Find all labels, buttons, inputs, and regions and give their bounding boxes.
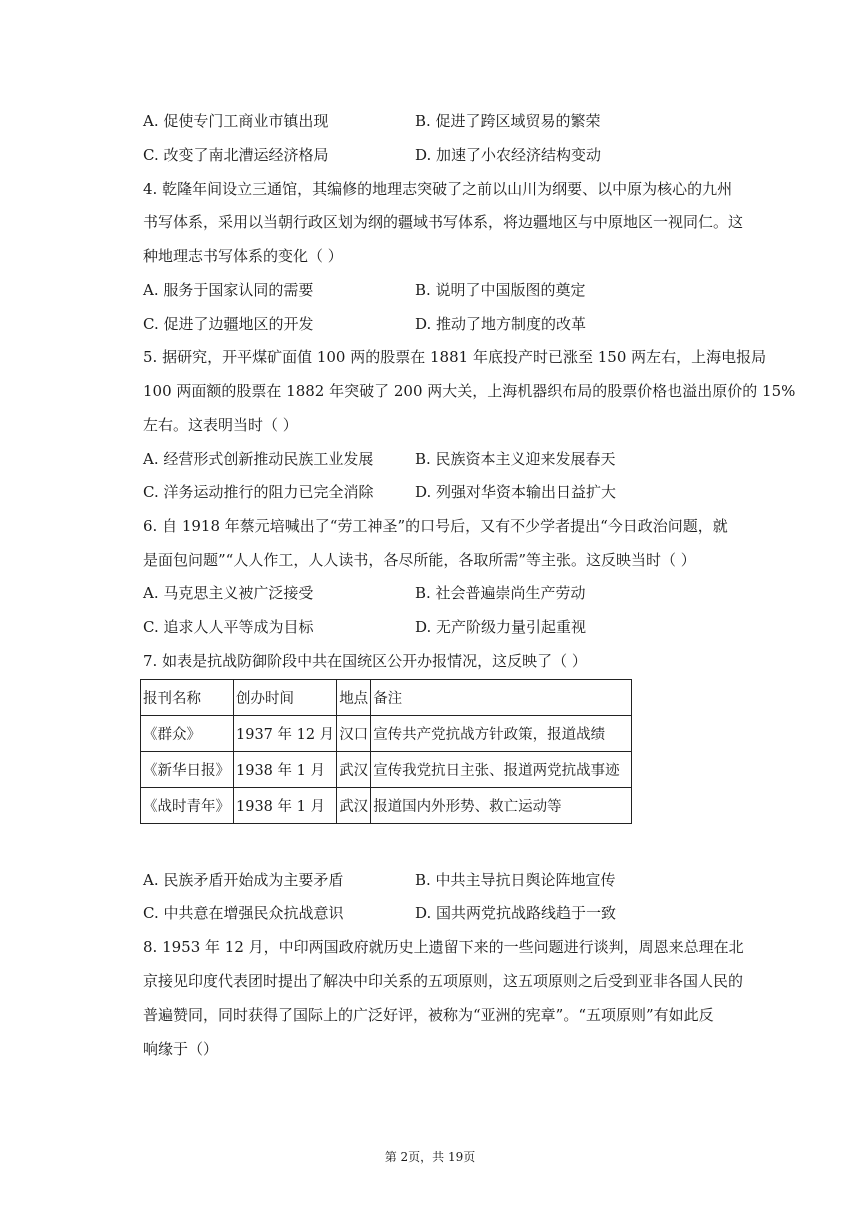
q6-stem-line: 6. 自 1918 年蔡元培喊出了“劳工神圣”的口号后，又有不少学者提出“今日政治问题，就 xyxy=(143,517,728,535)
q6-option-c: C. 追求人人平等成为目标 xyxy=(143,618,314,636)
table-header-row xyxy=(141,680,632,716)
q7-option-a: A. 民族矛盾开始成为主要矛盾 xyxy=(143,871,344,889)
table-cell: 宣传我党抗日主张、报道两党抗战事迹 xyxy=(371,752,632,788)
table-header-cell: 报刊名称 xyxy=(141,680,234,716)
table-cell: 汉口 xyxy=(337,716,371,752)
q5-option-b: B. 民族资本主义迎来发展春天 xyxy=(415,450,616,468)
q5-option-c: C. 洋务运动推行的阻力已完全消除 xyxy=(143,483,374,501)
q5-option-d: D. 列强对华资本输出日益扩大 xyxy=(415,483,617,501)
q6-option-b: B. 社会普遍崇尚生产劳动 xyxy=(415,584,586,602)
q5-stem-line: 5. 据研究，开平煤矿面值 100 两的股票在 1881 年底投产时已涨至 150 两左右，上海电报局 xyxy=(143,348,767,366)
table-row xyxy=(141,716,632,752)
q8-stem-line: 京接见印度代表团时提出了解决中印关系的五项原则，这五项原则之后受到亚非各国人民的 xyxy=(143,972,744,990)
table-cell: 报道国内外形势、救亡运动等 xyxy=(371,788,632,824)
table-cell: 《新华日报》 xyxy=(141,752,234,788)
table-cell: 武汉 xyxy=(337,752,371,788)
table-cell: 1938 年 1 月 xyxy=(234,788,337,824)
table-cell: 1937 年 12 月 xyxy=(234,716,337,752)
q3-option-d: D. 加速了小农经济结构变动 xyxy=(415,146,602,164)
q7-option-b: B. 中共主导抗日舆论阵地宣传 xyxy=(415,871,616,889)
q4-option-d: D. 推动了地方制度的改革 xyxy=(415,315,587,333)
q4-option-a: A. 服务于国家认同的需要 xyxy=(143,281,314,299)
q4-stem-line: 种地理志书写体系的变化（ ） xyxy=(143,247,343,265)
table-header-cell: 备注 xyxy=(371,680,632,716)
q8-stem-line: 响缘于（） xyxy=(143,1040,219,1058)
q3-option-b: B. 促进了跨区域贸易的繁荣 xyxy=(415,112,601,130)
q7-stem: 7. 如表是抗战防御阶段中共在国统区公开办报情况，这反映了（ ） xyxy=(143,652,587,670)
q4-option-b: B. 说明了中国版图的奠定 xyxy=(415,281,586,299)
q3-option-a: A. 促使专门工商业市镇出现 xyxy=(143,112,329,130)
q7-option-c: C. 中共意在增强民众抗战意识 xyxy=(143,904,344,922)
table-header-cell: 地点 xyxy=(337,680,371,716)
q4-stem-line: 书写体系，采用以当朝行政区划为纲的疆域书写体系，将边疆地区与中原地区一视同仁。这 xyxy=(143,213,744,231)
page-footer: 第 2页，共 19页 xyxy=(384,1150,476,1164)
table-cell: 《战时青年》 xyxy=(141,788,234,824)
newspaper-table xyxy=(140,679,632,824)
table-row xyxy=(141,788,632,824)
q7-option-d: D. 国共两党抗战路线趋于一致 xyxy=(415,904,617,922)
table-header-cell: 创办时间 xyxy=(234,680,337,716)
table-cell: 宣传共产党抗战方针政策，报道战绩 xyxy=(371,716,632,752)
table-cell: 1938 年 1 月 xyxy=(234,752,337,788)
q5-stem-line: 左右。这表明当时（ ） xyxy=(143,416,298,434)
table-row xyxy=(141,752,632,788)
table-cell: 武汉 xyxy=(337,788,371,824)
q5-stem-line: 100 两面额的股票在 1882 年突破了 200 两大关，上海机器织布局的股票价格也溢出原价的 15% xyxy=(143,382,796,400)
q4-stem-line: 4. 乾隆年间设立三通馆，其编修的地理志突破了之前以山川为纲要、以中原为核心的九州 xyxy=(143,180,733,198)
q6-option-a: A. 马克思主义被广泛接受 xyxy=(143,584,314,602)
q8-stem-line: 普遍赞同，同时获得了国际上的广泛好评，被称为“亚洲的宪章”。“五项原则”有如此反 xyxy=(143,1006,714,1024)
q5-option-a: A. 经营形式创新推动民族工业发展 xyxy=(143,450,374,468)
q6-option-d: D. 无产阶级力量引起重视 xyxy=(415,618,587,636)
q4-option-c: C. 促进了边疆地区的开发 xyxy=(143,315,314,333)
q3-option-c: C. 改变了南北漕运经济格局 xyxy=(143,146,329,164)
q8-stem-line: 8. 1953 年 12 月，中印两国政府就历史上遗留下来的一些问题进行谈判，周恩来总理在北 xyxy=(143,938,744,956)
q6-stem-line: 是面包问题”“人人作工，人人读书，各尽所能，各取所需”等主张。这反映当时（ ） xyxy=(143,551,696,569)
table-cell: 《群众》 xyxy=(141,716,234,752)
